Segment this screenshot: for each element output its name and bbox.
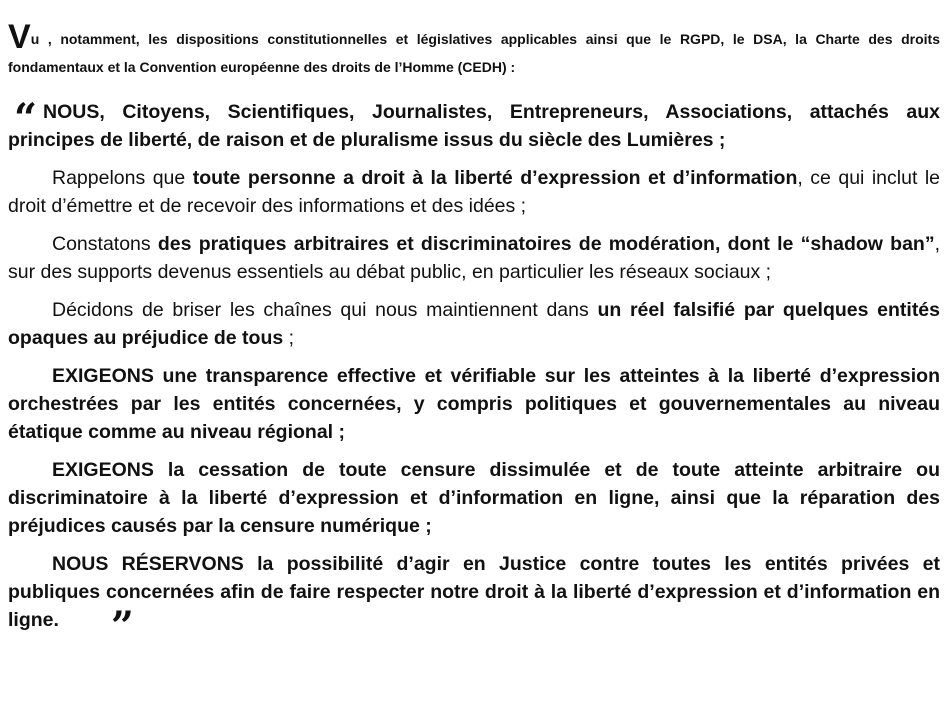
paragraph-constatons-lead: Constatons	[52, 233, 158, 255]
paragraph-rappelons	[8, 164, 940, 220]
paragraph-decidons-bold: un réel falsifié par quelques entités opaques au préjudice de tous	[8, 299, 940, 349]
drop-cap-letter: V	[8, 18, 31, 56]
paragraph-nous-reservons: NOUS RÉSERVONS la possibilité d’agir en Justice contre toutes les entités privées et publiques concernées afin de faire respecter notre droit à la liberté d’expression et d’information en ligne. ”	[8, 553, 940, 650]
preamble-text: u , notamment, les dispositions constitutionnelles et législatives applicables ainsi que le RGPD, le DSA, la Charte des droits fondamentaux et la Convention européenne des droits de l’Homme (CEDH) :	[8, 31, 940, 75]
paragraph-nous-citoyens-text: NOUS, Citoyens, Scientifiques, Journalistes, Entrepreneurs, Associations, attachés aux principes de liberté, de raison et de pluralisme issus du siècle des Lumières ;	[8, 101, 940, 151]
paragraph-nous-reservons-text: NOUS RÉSERVONS la possibilité d’agir en Justice contre toutes les entités privées et publiques concernées afin de faire respecter notre droit à la liberté d’expression et d’information en ligne.	[8, 553, 940, 631]
paragraph-exigeons-transparence: EXIGEONS une transparence effective et vérifiable sur les atteintes à la liberté d’expression orchestrées par les entités concernées, y compris politiques et gouvernementales au niveau étatique comme au niveau régional ;	[8, 365, 940, 443]
paragraph-decidons-lead: Décidons de briser les chaînes qui nous maintiennent dans	[52, 299, 598, 321]
paragraph-decidons	[8, 296, 940, 352]
paragraph-nous-citoyens: “ NOUS, Citoyens, Scientifiques, Journalistes, Entrepreneurs, Associations, attachés aux principes de liberté, de raison et de pluralisme issus du siècle des Lumières ;	[8, 95, 940, 151]
paragraph-constatons-bold: des pratiques arbitraires et discriminatoires de modération, dont le “shadow ban”	[157, 233, 935, 255]
paragraph-rappelons-lead: Rappelons que	[52, 167, 193, 189]
paragraph-constatons	[8, 230, 940, 286]
paragraph-constatons-tail: , sur des supports devenus essentiels au débat public, en particulier les réseaux sociaux ;	[8, 233, 941, 283]
paragraph-rappelons-bold: toute personne a droit à la liberté d’expression et d’information	[192, 167, 798, 189]
preamble	[8, 20, 940, 80]
paragraph-rappelons-tail: , ce qui inclut le droit d’émettre et de recevoir des informations et des idées ;	[8, 167, 941, 217]
paragraph-decidons-tail: ;	[283, 327, 295, 349]
paragraph-exigeons-cessation: EXIGEONS la cessation de toute censure dissimulée et de toute atteinte arbitraire ou discriminatoire à la liberté d’expression et d’information en ligne, ainsi que la réparation des préjudices causés par la censure numérique ;	[8, 459, 940, 537]
